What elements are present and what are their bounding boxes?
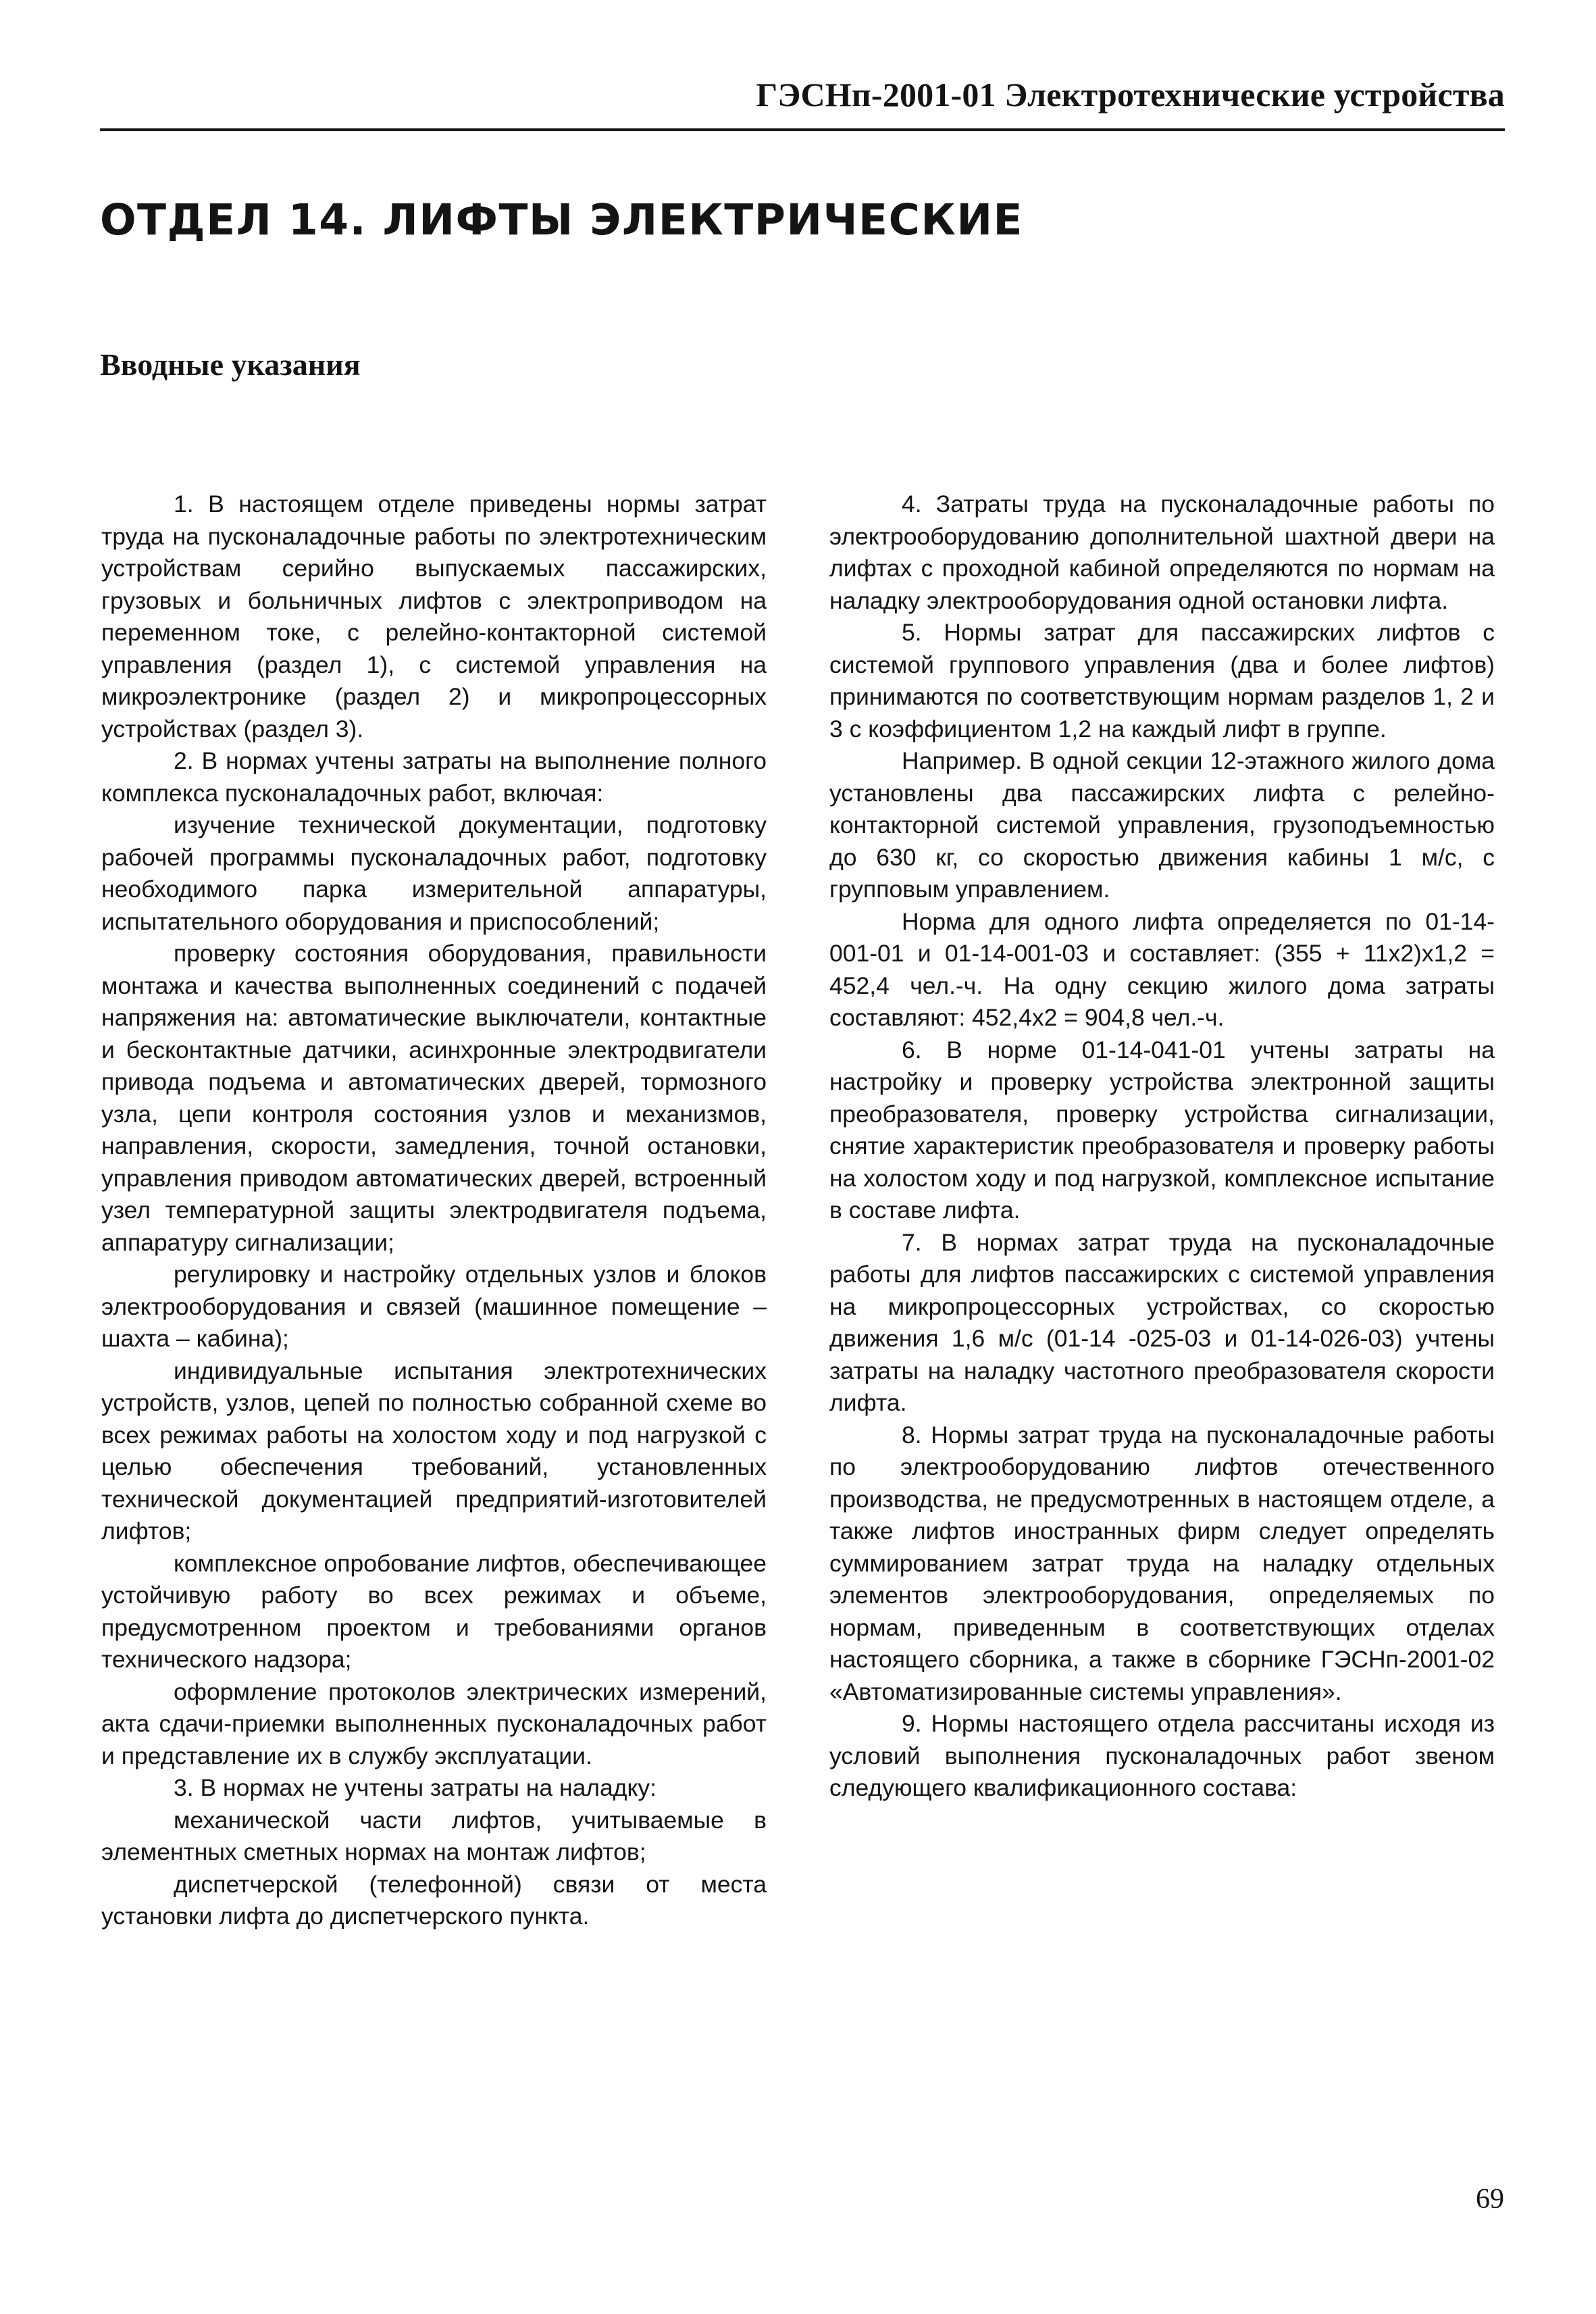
paragraph-4: 4. Затраты труда на пусконаладочные работы по электрооборудованию дополнительной шахтной двери на лифтах с проходной кабиной определяются по нормам на наладку электрооборудования одной остановки лифта. <box>829 491 1495 614</box>
paragraph-3-item-mechanical: механической части лифтов, учитываемые в элементных сметных нормах на монтаж лифтов; <box>101 1806 767 1865</box>
paragraph-2-item-protocols: оформление протоколов электрических измерений, акта сдачи-приемки выполненных пусконаладочных работ и представление их в службу эксплуатации. <box>101 1678 767 1769</box>
paragraph-2-item-equipment-check: проверку состояния оборудования, правильности монтажа и качества выполненных соединений с подачей напряжения на: автоматические выключатели, контактные и бесконтактные датчики, асинхронные электродвигатели привода подъема и автоматических дверей, тормозного узла, цепи контроля состояния узлов и механизмов, направления, скорости, замедления, точной остановки, управления приводом автоматических дверей, встроенный узел температурной защиты электродвигателя подъема, аппаратуру сигнализации; <box>101 940 767 1256</box>
paragraph-3-item-dispatch: диспетчерской (телефонной) связи от места установки лифта до диспетчерского пункта. <box>101 1870 767 1930</box>
right-text-column <box>829 488 1495 1805</box>
paragraph-2-item-adjustment: регулировку и настройку отдельных узлов и блоков электрооборудования и связей (машинное помещение – шахта – кабина); <box>101 1261 767 1352</box>
running-header: ГЭСНп-2001-01 Электротехнические устройства <box>756 76 1505 114</box>
paragraph-2: 2. В нормах учтены затраты на выполнение полного комплекса пусконаладочных работ, включая: <box>101 747 767 807</box>
paragraph-3: 3. В нормах не учтены затраты на наладку: <box>174 1774 657 1801</box>
paragraph-1: 1. В настоящем отделе приведены нормы затрат труда на пусконаладочные работы по электротехническим устройствам серийно выпускаемых пассажирских, грузовых и больничных лифтов с электроприводом на переменном токе, с релейно-контакторной системой управления (раздел 1), с системой управления на микроэлектронике (раздел 2) и микропроцессорных устройствах (раздел 3). <box>101 491 767 743</box>
subtitle-introductory-notes: Вводные указания <box>100 347 361 382</box>
paragraph-5-calculation: Норма для одного лифта определяется по 01-14-001-01 и 01-14-001-03 и составляет: (355 + 11х2)х1,2 = 452,4 чел.-ч. На одну секцию жилого дома затраты составляют: 452,4х2 = 904,8 чел.-ч. <box>829 907 1495 1031</box>
paragraph-5: 5. Нормы затрат для пассажирских лифтов с системой группового управления (два и более лифтов) принимаются по соответствующим нормам разделов 1, 2 и 3 с коэффициентом 1,2 на каждый лифт в группе. <box>829 619 1495 743</box>
paragraph-2-item-individual-tests: индивидуальные испытания электротехнических устройств, узлов, цепей по полностью собранной схеме во всех режимах работы на холостом ходу и под нагрузкой с целью обеспечения требований, установленных технической документацией предприятий-изготовителей лифтов; <box>101 1357 767 1544</box>
left-text-column <box>101 488 767 1933</box>
paragraph-7: 7. В нормах затрат труда на пусконаладочные работы для лифтов пассажирских с системой управления на микропроцессорных устройствах, со скоростью движения 1,6 м/с (01-14 -025-03 и 01-14-026-03) учтены затраты на наладку частотного преобразователя скорости лифта. <box>829 1228 1495 1416</box>
paragraph-2-item-documentation: изучение технической документации, подготовку рабочей программы пусконаладочных работ, подготовку необходимого парка измерительной аппаратуры, испытательного оборудования и приспособлений; <box>101 811 767 935</box>
header-divider <box>100 128 1505 131</box>
paragraph-2-item-complex-testing: комплексное опробование лифтов, обеспечивающее устойчивую работу во всех режимах и объеме, предусмотренном проектом и требованиями органов технического надзора; <box>101 1549 767 1673</box>
page-number: 69 <box>1476 2184 1504 2215</box>
paragraph-5-example: Например. В одной секции 12-этажного жилого дома установлены два пассажирских лифта с релейно-контакторной системой управления, грузоподъемностью до 630 кг, со скоростью движения кабины 1 м/с, с групповым управлением. <box>829 747 1495 903</box>
paragraph-9: 9. Нормы настоящего отдела рассчитаны исходя из условий выполнения пусконаладочных работ звеном следующего квалификационного состава: <box>829 1710 1495 1801</box>
paragraph-8: 8. Нормы затрат труда на пусконаладочные работы по электрооборудованию лифтов отечественного производства, не предусмотренных в настоящем отделе, а также лифтов иностранных фирм следует определять суммированием затрат труда на наладку отдельных элементов электрооборудования, определяемых по нормам, приведенным в соответствующих отделах настоящего сборника, а также в сборнике ГЭСНп-2001-02 «Автоматизированные системы управления». <box>829 1421 1495 1705</box>
section-title: ОТДЕЛ 14. ЛИФТЫ ЭЛЕКТРИЧЕСКИЕ <box>100 195 1024 245</box>
paragraph-6: 6. В норме 01-14-041-01 учтены затраты на настройку и проверку устройства электронной защиты преобразователя, проверку устройства сигнализации, снятие характеристик преобразователя и проверку работы на холостом ходу и под нагрузкой, комплексное испытание в составе лифта. <box>829 1036 1495 1224</box>
